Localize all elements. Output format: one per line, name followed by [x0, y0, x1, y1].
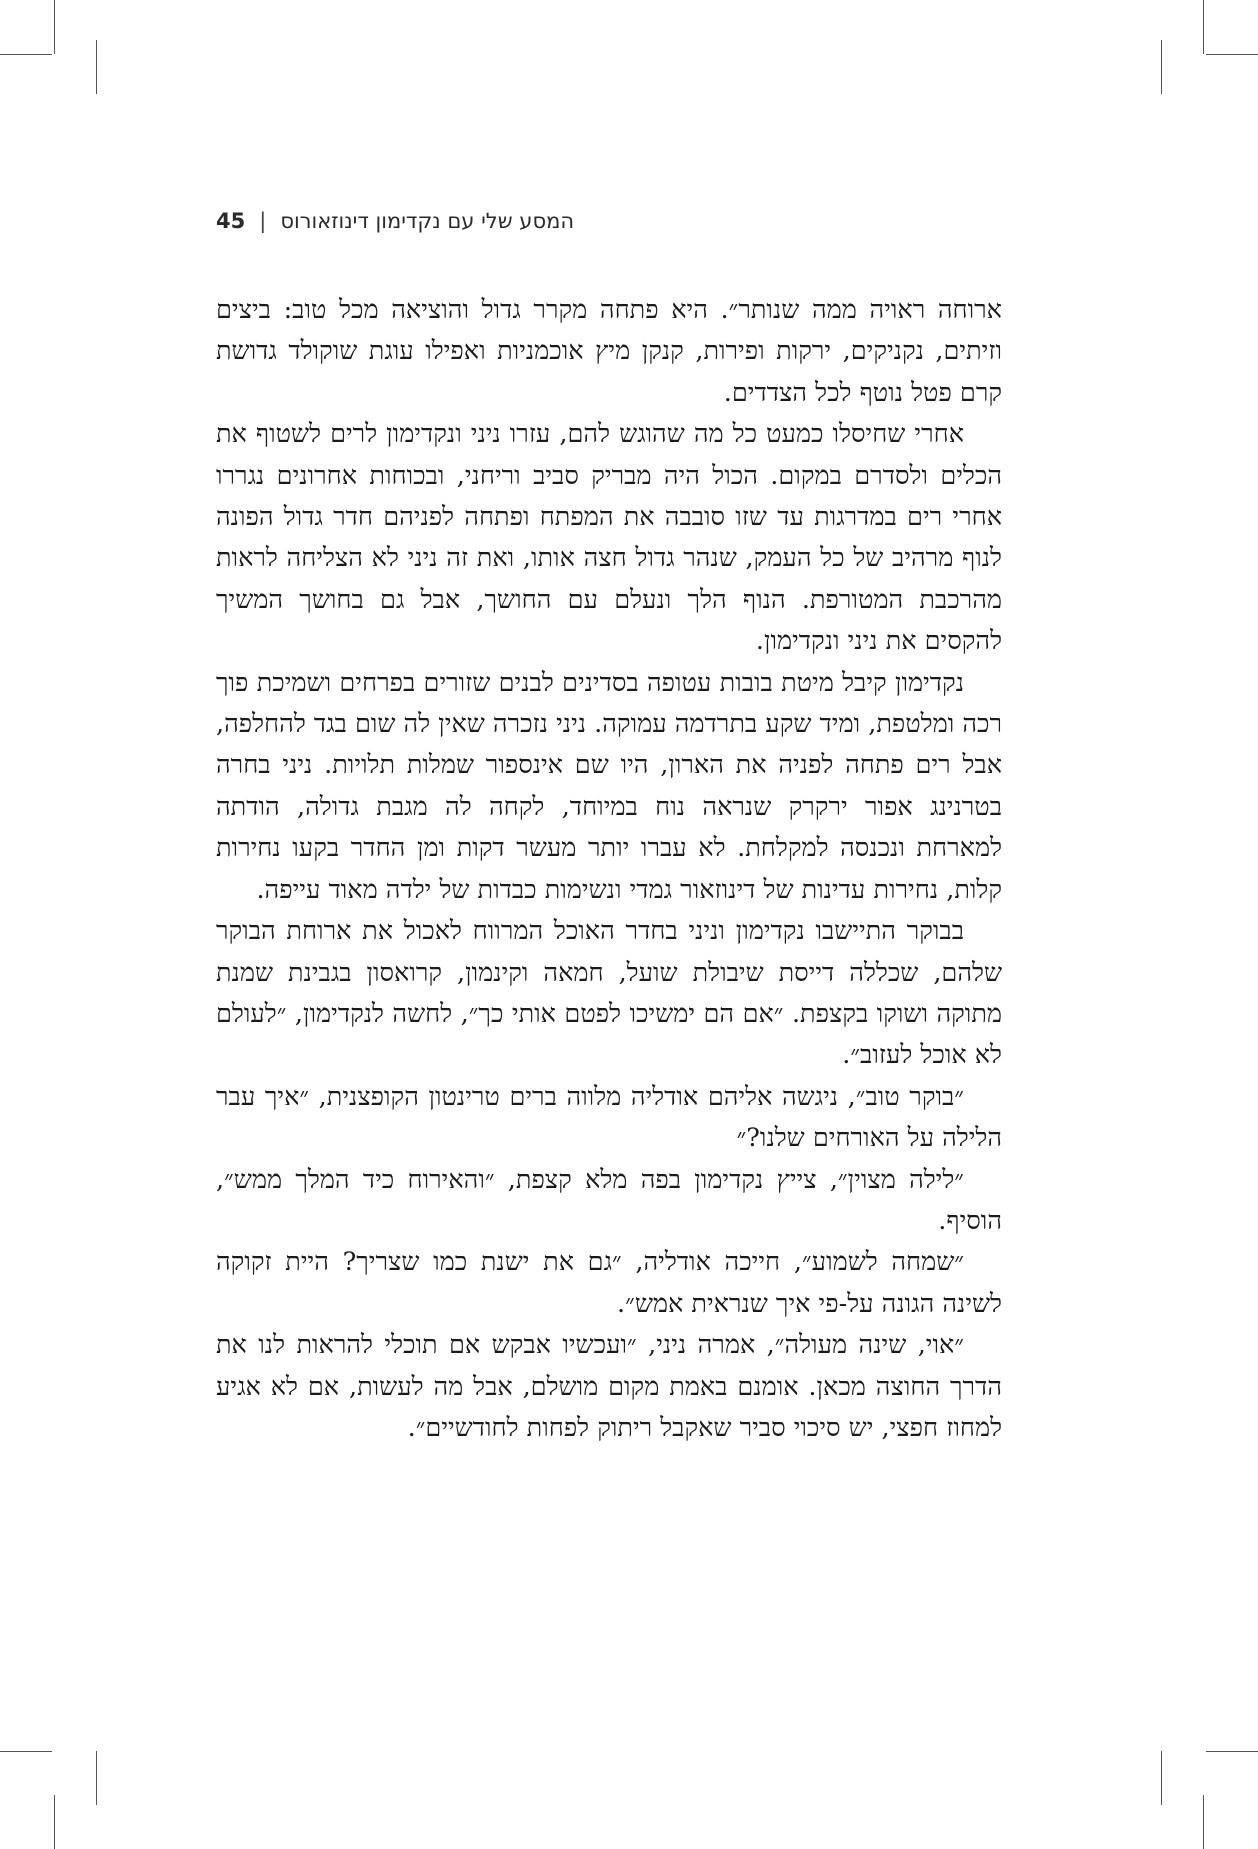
paragraph: בבוקר התיישבו נקדימון וניני בחדר האוכל המרווח לאכול את ארוחת הבוקר שלהם, שכללה דייסת שיבולת שועל, חמאה וקינמון, קרואסון בגבינת שמנת מתוקה ושוקו בקצפת. ״אם הם ימשיכו לפטם אותי כך״, לחשה לנקדימון, ״לעולם לא אוכל לעזוב״. [216, 916, 1002, 1071]
running-head [216, 209, 606, 233]
paragraph: ״בוקר טוב״, ניגשה אליהם אודליה מלווה ברים טרינטון הקופצנית, ״איך עבר הלילה על האורחים שלנו?״ [216, 1081, 1002, 1154]
paragraph: ״לילה מצוין״, צייץ נקדימון בפה מלא קצפת, ״והאירוח כיד המלך ממש״, הוסיף. [216, 1164, 1002, 1236]
crop-mark-top-left-h [0, 54, 52, 55]
crop-mark-bottom-right-h [1206, 1751, 1258, 1752]
page-number: 45 [216, 209, 246, 233]
paragraph: ״אוי, שינה מעולה״, אמרה ניני, ״ועכשיו אבקש אם תוכלי להראות לנו את הדרך החוצה מכאן. אומנם באמת מקום מושלם, אבל מה לעשות, אם לא אגיע למחוז חפצי, יש סיכוי סביר שאקבל ריתוק לפחות לחודשיים״. [216, 1330, 1002, 1443]
crop-mark-top-right-v2 [1161, 40, 1162, 94]
book-title: המסע שלי עם נקדימון דינוזאורוס [280, 209, 575, 233]
crop-mark-top-left-v [54, 0, 55, 54]
paragraph: ״שמחה לשמוע״, חייכה אודליה, ״גם את ישנת כמו שצריך? היית זקוקה לשינה הגונה על-פי איך שנראית אמש״. [216, 1247, 1002, 1319]
crop-mark-top-right-v [1203, 0, 1204, 54]
header-separator: | [259, 209, 267, 233]
crop-mark-bottom-left-h [0, 1751, 52, 1752]
paragraph: אחרי שחיסלו כמעט כל מה שהוגש להם, עזרו ניני ונקדימון לרים לשטוף את הכלים ולסדרם במקום. הכול היה מבריק סביב וריחני, ובכוחות אחרונים נגררו אחרי רים במדרגות עד שזו סובבה את המפתח ופתחה לפניהם חדר גדול הפונה לנוף מרהיב של כל העמק, שנהר גדול חצה אותו, ואת זה ניני לא הצליחה לראות מהרכבת המטורפת. הנוף הלך ונעלם עם החושך, אבל גם בחושך המשיך להקסים את ניני ונקדימון. [216, 419, 1002, 657]
crop-mark-top-left-v2 [96, 40, 97, 94]
crop-mark-top-right-h [1206, 54, 1258, 55]
crop-mark-bottom-right-v2 [1161, 1751, 1162, 1805]
body-text [216, 290, 1002, 1449]
crop-mark-bottom-left-v2 [96, 1751, 97, 1805]
paragraph: נקדימון קיבל מיטת בובות עטופה בסדינים לבנים שזורים בפרחים ושמיכת פוך רכה ומלטפת, ומיד שקע בתרדמה עמוקה. ניני נזכרה שאין לה שום בגד להחלפה, אבל רים פתחה לפניה את הארון, היו שם אינספור שמלות תלויות. ניני בחרה בטרנינג אפור ירקרק שנראה נוח במיוחד, לקחה לה מגבת גדולה, הודתה למארחת ונכנסה למקלחת. לא עברו יותר מעשר דקות ומן החדר בקעו נחירות קלות, נחירות עדינות של דינוזאור גמדי ונשימות כבדות של ילדה מאוד עייפה. [216, 667, 1002, 905]
crop-mark-bottom-right-v [1203, 1795, 1204, 1849]
crop-mark-bottom-left-v [54, 1795, 55, 1849]
paragraph: ארוחה ראויה ממה שנותר״. היא פתחה מקרר גדול והוציאה מכל טוב: ביצים וזיתים, נקניקים, ירקות ופירות, קנקן מיץ אוכמניות ואפילו עוגת שוקולד גדושת קרם פטל נוטף לכל הצדדים. [216, 295, 1002, 408]
